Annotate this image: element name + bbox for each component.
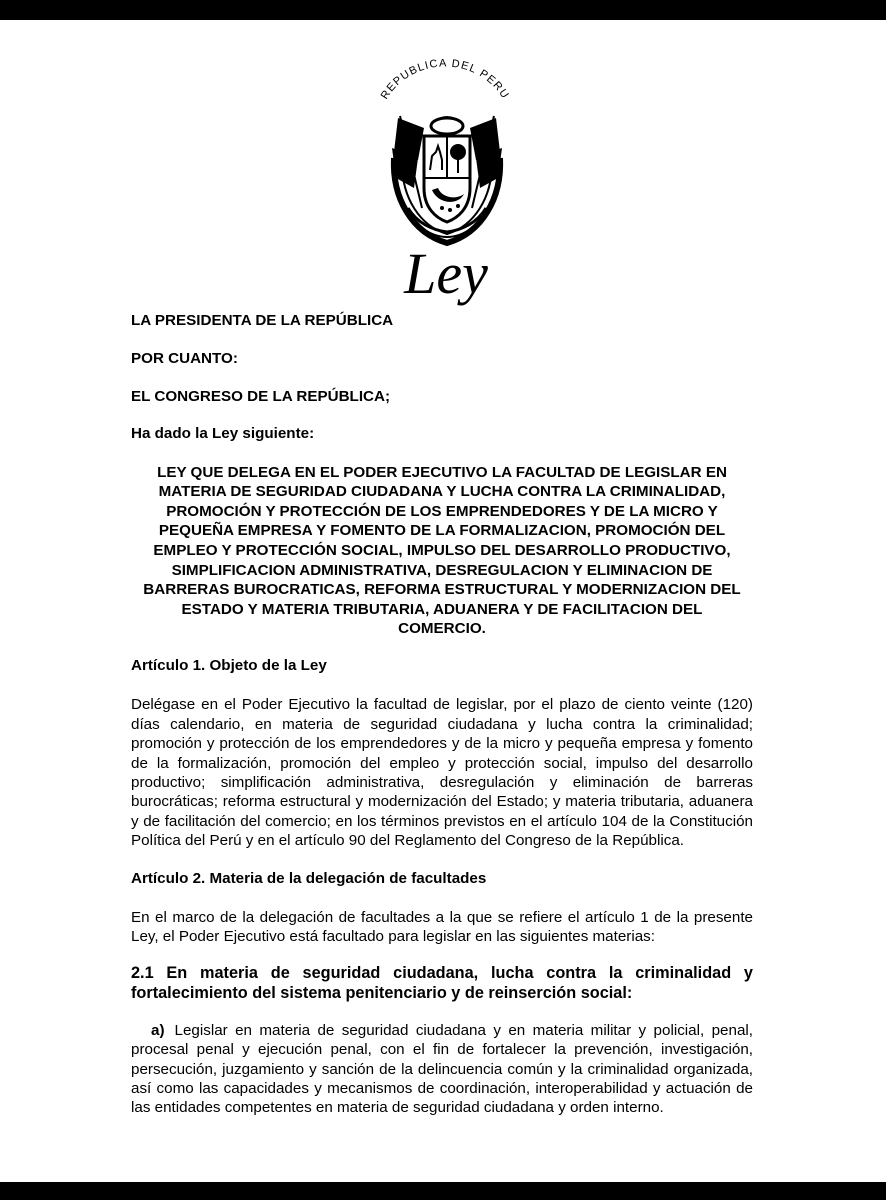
item-text: Legislar en materia de seguridad ciudadana y en materia militar y policial, penal, procesal penal y ejecución penal, con el fin de fortalecer la prevención, investigación, persecución, juzgamiento y sanción de la delincuencia común y la criminalidad organizada, así como las capacidades y mecanismos de coordinación, interoperabilidad y actuación de las entidades competentes en materia de seguridad ciudadana y orden interno.	[131, 1021, 753, 1117]
article-2-text: En el marco de la delegación de facultades a la que se refiere el artículo 1 de la presente Ley, el Poder Ejecutivo está facultado para legislar en las siguientes materias:	[131, 909, 753, 946]
coat-of-arms-icon	[372, 48, 522, 320]
header-por-cuanto: POR CUANTO:	[131, 350, 238, 368]
header-ha-dado: Ha dado la Ley siguiente:	[131, 425, 315, 443]
article-1-heading: Artículo 1. Objeto de la Ley	[131, 656, 327, 674]
article-1-text: Delégase en el Poder Ejecutivo la facultad de legislar, por el plazo de ciento veinte (120) días calendario, en materia de seguridad ciudadana y lucha contra la criminalidad; promoción y protección de los emprendedores y de la micro y pequeña empresa y fomento de la formalización, promoción del empleo y protección social, impulso del desarrollo productivo; simplificación administrativa, desregulación y eliminación de barreras burocráticas; reforma estructural y modernización del Estado; y materia tributaria, aduanera y de facilitación del comercio; en los términos previstos en el artículo 104 de la Constitución Política del Perú y en el artículo 90 del Reglamento del Congreso de la República.	[131, 696, 753, 850]
document-page	[0, 20, 886, 1182]
law-title: LEY QUE DELEGA EN EL PODER EJECUTIVO LA FACULTAD DE LEGISLAR EN MATERIA DE SEGURIDAD CIUDADANA Y LUCHA CONTRA LA CRIMINALIDAD, PROMOCIÓN Y PROTECCIÓN DE LOS EMPRENDEDORES Y DE LA MICRO Y PEQUEÑA EMPRESA Y FOMENTO DE LA FORMALIZACION, PROMOCIÓN DEL EMPLEO Y PROTECCIÓN SOCIAL, IMPULSO DEL DESARROLLO PRODUCTIVO, SIMPLIFICACION ADMINISTRATIVA, DESREGULACION Y ELIMINACION DE BARRERAS BUROCRATICAS, REFORMA ESTRUCTURAL Y MODERNIZACION DEL ESTADO Y MATERIA TRIBUTARIA, ADUANERA Y DE FACILITACION DEL COMERCIO.	[143, 463, 741, 638]
item-label: a)	[151, 1021, 165, 1039]
article-2-heading: Artículo 2. Materia de la delegación de facultades	[131, 869, 487, 887]
coat-of-arms-seal	[372, 48, 522, 320]
section-2-1-heading: 2.1 En materia de seguridad ciudadana, lucha contra la criminalidad y fortalecimiento del sistema penitenciario y de reinserción social:	[131, 963, 753, 1002]
document-body	[131, 308, 753, 1118]
header-congress: EL CONGRESO DE LA REPÚBLICA;	[131, 387, 391, 405]
header-president: LA PRESIDENTA DE LA REPÚBLICA	[131, 312, 394, 329]
list-item	[131, 1021, 753, 1118]
svg-text:Ley: Ley	[404, 241, 488, 306]
svg-text:REPUBLICA DEL PERU: REPUBLICA DEL PERU	[378, 57, 512, 102]
